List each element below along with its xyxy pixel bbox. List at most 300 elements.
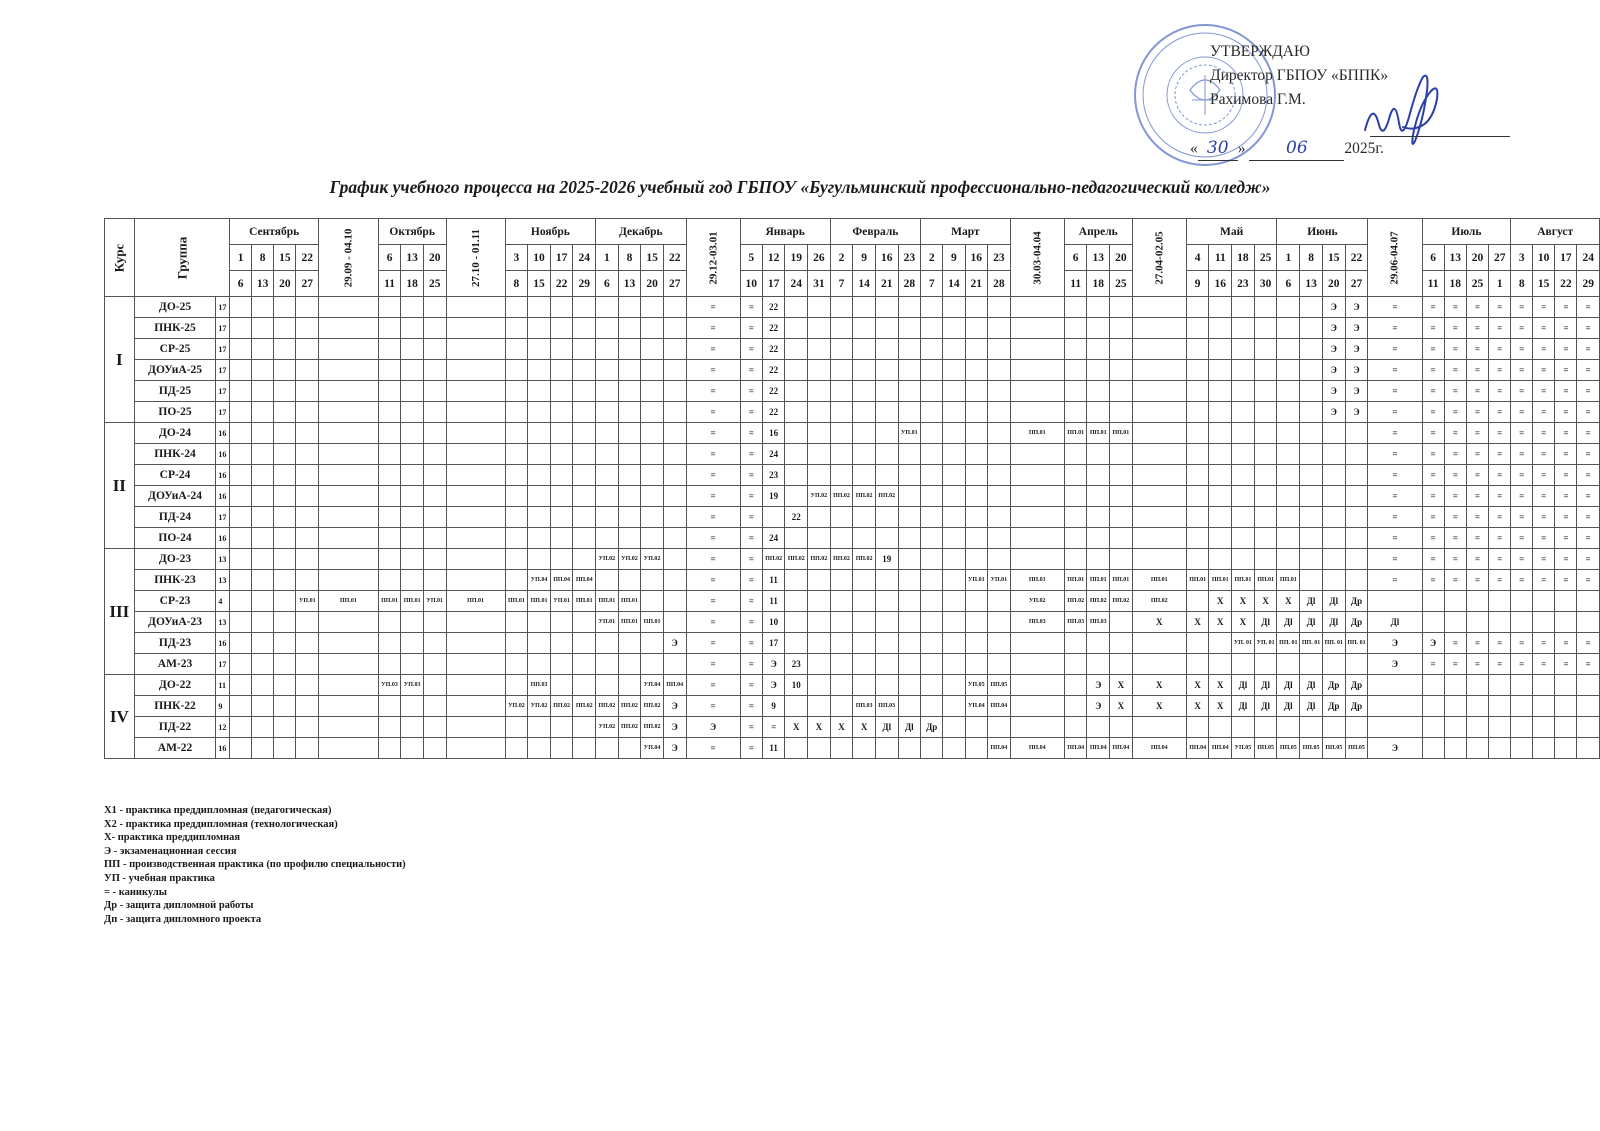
week-start-day: 8: [1300, 245, 1323, 271]
schedule-cell: [1466, 675, 1488, 696]
schedule-cell: =: [1422, 444, 1444, 465]
schedule-cell: [921, 465, 943, 486]
schedule-cell: [230, 696, 252, 717]
schedule-cell: [853, 465, 876, 486]
schedule-cell: [663, 549, 686, 570]
schedule-cell: ПП.01: [618, 612, 641, 633]
schedule-cell: [875, 339, 898, 360]
holiday-period-header: [1010, 219, 1064, 297]
schedule-cell: [853, 528, 876, 549]
schedule-cell: [1466, 612, 1488, 633]
table-row: [105, 402, 1600, 423]
week-end-day: 15: [1533, 271, 1555, 297]
schedule-cell: [1087, 549, 1110, 570]
schedule-cell: ПП.02: [573, 696, 596, 717]
week-end-day: 27: [663, 271, 686, 297]
schedule-cell: УП.02: [618, 549, 641, 570]
schedule-cell: [528, 738, 551, 759]
schedule-cell: =: [1555, 654, 1577, 675]
week-start-day: 15: [641, 245, 664, 271]
schedule-cell: =: [740, 507, 762, 528]
schedule-cell: [296, 570, 319, 591]
week-end-day: 23: [1232, 271, 1255, 297]
schedule-cell: ПП.04: [1132, 738, 1186, 759]
schedule-cell: [1322, 444, 1345, 465]
schedule-cell: Э: [1087, 675, 1110, 696]
schedule-cell: [1132, 654, 1186, 675]
schedule-cell: [808, 528, 831, 549]
schedule-cell: Х: [1110, 696, 1133, 717]
week-start-day: 19: [785, 245, 808, 271]
schedule-cell: [898, 612, 921, 633]
schedule-cell: [898, 675, 921, 696]
schedule-cell: Х: [785, 717, 808, 738]
schedule-cell: [378, 528, 401, 549]
schedule-cell: [921, 318, 943, 339]
schedule-cell: [663, 297, 686, 318]
schedule-cell: [573, 633, 596, 654]
schedule-cell: [943, 654, 965, 675]
schedule-cell: [1345, 444, 1368, 465]
schedule-cell: [618, 444, 641, 465]
schedule-cell: [319, 465, 379, 486]
schedule-cell: =: [686, 738, 740, 759]
schedule-cell: =: [1511, 381, 1533, 402]
schedule-cell: [573, 612, 596, 633]
schedule-cell: [573, 549, 596, 570]
group-name: ПО-24: [134, 528, 216, 549]
schedule-cell: [1254, 402, 1277, 423]
schedule-cell: =: [686, 654, 740, 675]
schedule-cell: [550, 486, 573, 507]
schedule-cell: =: [1511, 570, 1533, 591]
schedule-cell: [1186, 318, 1209, 339]
schedule-cell: УП.01: [898, 423, 921, 444]
week-start-day: 24: [573, 245, 596, 271]
schedule-cell: [423, 528, 446, 549]
schedule-cell: [446, 318, 505, 339]
schedule-cell: [252, 444, 274, 465]
month-header: Июнь: [1277, 219, 1368, 245]
schedule-cell: [573, 738, 596, 759]
schedule-cell: [1110, 528, 1133, 549]
schedule-cell: [943, 717, 965, 738]
holiday-period-header: [1368, 219, 1422, 297]
table-row: [105, 654, 1600, 675]
schedule-cell: =: [740, 423, 762, 444]
week-end-day: 17: [762, 271, 785, 297]
schedule-cell: [1555, 675, 1577, 696]
schedule-cell: Э: [1422, 633, 1444, 654]
schedule-cell: [401, 717, 424, 738]
schedule-cell: [1087, 654, 1110, 675]
week-start-day: 24: [1577, 245, 1600, 271]
schedule-cell: [921, 444, 943, 465]
schedule-cell: [641, 402, 664, 423]
schedule-cell: [378, 318, 401, 339]
schedule-cell: 23: [785, 654, 808, 675]
schedule-cell: [446, 402, 505, 423]
schedule-cell: [1322, 570, 1345, 591]
schedule-cell: =: [686, 423, 740, 444]
schedule-cell: [274, 591, 296, 612]
schedule-cell: [1010, 675, 1064, 696]
schedule-cell: [319, 717, 379, 738]
schedule-cell: [921, 549, 943, 570]
schedule-cell: =: [1466, 444, 1488, 465]
schedule-cell: [252, 423, 274, 444]
schedule-cell: [808, 360, 831, 381]
schedule-cell: ПП.03: [1010, 612, 1064, 633]
schedule-cell: [830, 507, 853, 528]
schedule-cell: [1489, 612, 1511, 633]
schedule-cell: [1209, 465, 1232, 486]
month-header: Август: [1511, 219, 1600, 245]
course-label: I: [105, 297, 135, 423]
group-name: ПД-24: [134, 507, 216, 528]
schedule-cell: УП.04: [641, 738, 664, 759]
week-end-day: 11: [1422, 271, 1444, 297]
schedule-cell: [921, 339, 943, 360]
schedule-cell: [1064, 549, 1087, 570]
schedule-cell: [1186, 654, 1209, 675]
schedule-cell: [423, 612, 446, 633]
schedule-cell: [573, 444, 596, 465]
schedule-cell: [1087, 339, 1110, 360]
schedule-cell: =: [740, 633, 762, 654]
schedule-cell: [965, 612, 988, 633]
schedule-cell: [943, 297, 965, 318]
schedule-cell: ПП.01: [1232, 570, 1255, 591]
schedule-cell: [853, 591, 876, 612]
schedule-cell: [423, 444, 446, 465]
schedule-cell: [943, 549, 965, 570]
schedule-cell: [573, 423, 596, 444]
schedule-cell: [1186, 507, 1209, 528]
week-start-day: 17: [550, 245, 573, 271]
schedule-cell: 22: [762, 360, 785, 381]
week-start-day: 11: [1209, 245, 1232, 271]
schedule-cell: ПП.02: [830, 549, 853, 570]
schedule-cell: [423, 339, 446, 360]
schedule-cell: [943, 696, 965, 717]
schedule-cell: Дl: [1277, 675, 1300, 696]
study-weeks: 17: [216, 402, 230, 423]
schedule-cell: [1064, 633, 1087, 654]
schedule-cell: [505, 738, 528, 759]
schedule-cell: [988, 402, 1011, 423]
schedule-cell: [596, 444, 619, 465]
schedule-cell: [1577, 612, 1600, 633]
schedule-cell: [423, 570, 446, 591]
week-start-day: 13: [401, 245, 424, 271]
schedule-cell: [505, 444, 528, 465]
schedule-cell: =: [1489, 402, 1511, 423]
schedule-cell: [1322, 507, 1345, 528]
schedule-cell: [446, 675, 505, 696]
schedule-cell: Х: [1232, 591, 1255, 612]
schedule-cell: [550, 339, 573, 360]
schedule-cell: [550, 318, 573, 339]
schedule-cell: Др: [1345, 612, 1368, 633]
schedule-cell: [965, 339, 988, 360]
schedule-cell: [785, 633, 808, 654]
schedule-cell: УП.02: [1010, 591, 1064, 612]
schedule-cell: [274, 675, 296, 696]
schedule-cell: [1277, 465, 1300, 486]
schedule-cell: [1010, 633, 1064, 654]
schedule-cell: [230, 717, 252, 738]
week-end-day: 25: [1466, 271, 1488, 297]
schedule-cell: [1300, 654, 1323, 675]
document-title: График учебного процесса на 2025-2026 учебный год ГБПОУ «Бугульминский профессионально-педагогический колледж»: [329, 177, 1271, 197]
group-name: ПО-25: [134, 402, 216, 423]
schedule-cell: [785, 738, 808, 759]
schedule-cell: [875, 318, 898, 339]
schedule-cell: 16: [762, 423, 785, 444]
schedule-cell: [296, 549, 319, 570]
schedule-cell: =: [1555, 465, 1577, 486]
schedule-cell: [1087, 381, 1110, 402]
schedule-cell: [1254, 297, 1277, 318]
schedule-cell: [296, 612, 319, 633]
schedule-cell: [1444, 591, 1466, 612]
schedule-cell: [1087, 402, 1110, 423]
schedule-cell: =: [1533, 444, 1555, 465]
schedule-cell: Э: [1368, 738, 1422, 759]
schedule-cell: [875, 738, 898, 759]
schedule-cell: [785, 423, 808, 444]
schedule-cell: ПП.05: [988, 675, 1011, 696]
schedule-cell: =: [686, 591, 740, 612]
schedule-cell: [550, 402, 573, 423]
month-header: Январь: [740, 219, 830, 245]
schedule-cell: =: [1577, 633, 1600, 654]
schedule-cell: =: [1511, 444, 1533, 465]
schedule-cell: [618, 339, 641, 360]
week-start-day: 23: [898, 245, 921, 271]
schedule-cell: [423, 675, 446, 696]
course-label: II: [105, 423, 135, 549]
schedule-cell: [252, 738, 274, 759]
schedule-cell: [875, 675, 898, 696]
schedule-cell: [1110, 297, 1133, 318]
schedule-cell: [319, 444, 379, 465]
schedule-cell: [988, 717, 1011, 738]
group-name: ДОУиА-23: [134, 612, 216, 633]
schedule-cell: [423, 381, 446, 402]
schedule-cell: [596, 486, 619, 507]
schedule-cell: =: [1511, 633, 1533, 654]
schedule-cell: [875, 444, 898, 465]
schedule-cell: [618, 486, 641, 507]
schedule-cell: Дl: [1232, 696, 1255, 717]
schedule-cell: [965, 591, 988, 612]
schedule-cell: [921, 591, 943, 612]
week-end-day: 22: [1555, 271, 1577, 297]
schedule-cell: [1300, 381, 1323, 402]
schedule-cell: Х: [1209, 591, 1232, 612]
schedule-cell: [1186, 591, 1209, 612]
holiday-period-label: 27.10 - 01.11: [469, 228, 482, 287]
schedule-cell: Э: [663, 696, 686, 717]
schedule-cell: [423, 360, 446, 381]
schedule-cell: [446, 717, 505, 738]
schedule-cell: [1444, 738, 1466, 759]
schedule-cell: [1010, 360, 1064, 381]
schedule-cell: [230, 570, 252, 591]
legend-item: Х2 - практика преддипломная (технологическая): [104, 818, 338, 830]
schedule-cell: =: [1555, 297, 1577, 318]
schedule-cell: [618, 675, 641, 696]
week-start-day: 12: [762, 245, 785, 271]
schedule-cell: Дl: [1300, 696, 1323, 717]
schedule-cell: [663, 612, 686, 633]
schedule-cell: =: [1422, 297, 1444, 318]
study-weeks: 11: [216, 675, 230, 696]
schedule-cell: =: [1533, 570, 1555, 591]
schedule-cell: =: [740, 486, 762, 507]
schedule-cell: [505, 423, 528, 444]
month-header: Май: [1186, 219, 1277, 245]
schedule-cell: [808, 738, 831, 759]
schedule-cell: ПП.03: [1087, 612, 1110, 633]
schedule-cell: [274, 465, 296, 486]
schedule-cell: [898, 381, 921, 402]
schedule-cell: [1209, 360, 1232, 381]
schedule-cell: [1232, 381, 1255, 402]
schedule-cell: [1422, 675, 1444, 696]
schedule-cell: [1577, 717, 1600, 738]
schedule-cell: [943, 402, 965, 423]
schedule-cell: [1132, 486, 1186, 507]
schedule-cell: [965, 717, 988, 738]
month-header: Март: [921, 219, 1011, 245]
schedule-cell: [319, 612, 379, 633]
schedule-cell: Э: [1345, 318, 1368, 339]
schedule-cell: [898, 318, 921, 339]
schedule-cell: [528, 339, 551, 360]
schedule-cell: [641, 318, 664, 339]
schedule-cell: =: [686, 465, 740, 486]
schedule-cell: УП.02: [808, 486, 831, 507]
schedule-cell: [988, 549, 1011, 570]
schedule-cell: [988, 633, 1011, 654]
schedule-cell: =: [740, 654, 762, 675]
schedule-cell: [528, 381, 551, 402]
schedule-cell: Х: [808, 717, 831, 738]
legend-item: УП - учебная практика: [104, 872, 215, 884]
schedule-cell: ПП.01: [618, 591, 641, 612]
schedule-cell: [853, 738, 876, 759]
table-row: [105, 423, 1600, 444]
schedule-cell: Х: [1186, 696, 1209, 717]
schedule-cell: [1087, 717, 1110, 738]
schedule-cell: [1186, 381, 1209, 402]
schedule-cell: [274, 339, 296, 360]
schedule-cell: [1132, 465, 1186, 486]
schedule-cell: [423, 549, 446, 570]
schedule-cell: =: [740, 465, 762, 486]
schedule-cell: [505, 360, 528, 381]
schedule-cell: =: [1555, 423, 1577, 444]
schedule-cell: [446, 423, 505, 444]
schedule-cell: [1422, 738, 1444, 759]
study-weeks: 16: [216, 423, 230, 444]
schedule-cell: [1254, 654, 1277, 675]
schedule-cell: [401, 465, 424, 486]
schedule-cell: [641, 633, 664, 654]
schedule-cell: [274, 654, 296, 675]
schedule-cell: =: [1489, 465, 1511, 486]
schedule-cell: =: [1533, 339, 1555, 360]
schedule-cell: =: [1466, 507, 1488, 528]
schedule-cell: [274, 717, 296, 738]
schedule-cell: [319, 570, 379, 591]
schedule-cell: [1322, 423, 1345, 444]
schedule-cell: [641, 528, 664, 549]
schedule-cell: УП.03: [378, 675, 401, 696]
schedule-cell: ПП.02: [830, 486, 853, 507]
schedule-cell: =: [1511, 528, 1533, 549]
holiday-period-label: 27.04-02.05: [1153, 230, 1166, 285]
schedule-cell: Э: [1345, 339, 1368, 360]
study-weeks: 16: [216, 738, 230, 759]
week-end-day: 6: [596, 271, 619, 297]
week-end-day: 10: [740, 271, 762, 297]
schedule-cell: =: [686, 297, 740, 318]
schedule-cell: [785, 612, 808, 633]
week-end-day: 20: [641, 271, 664, 297]
schedule-cell: [1300, 297, 1323, 318]
week-start-day: 6: [1422, 245, 1444, 271]
schedule-cell: [1232, 339, 1255, 360]
schedule-cell: 9: [762, 696, 785, 717]
schedule-cell: =: [1422, 654, 1444, 675]
schedule-cell: [252, 675, 274, 696]
schedule-cell: [1300, 528, 1323, 549]
schedule-cell: Дl: [1254, 696, 1277, 717]
schedule-cell: =: [740, 318, 762, 339]
schedule-cell: =: [1533, 360, 1555, 381]
schedule-cell: [1254, 444, 1277, 465]
schedule-cell: [898, 549, 921, 570]
schedule-cell: [641, 360, 664, 381]
schedule-cell: [1466, 696, 1488, 717]
schedule-cell: [1511, 591, 1533, 612]
schedule-cell: [528, 549, 551, 570]
study-weeks: 16: [216, 444, 230, 465]
schedule-cell: [921, 402, 943, 423]
schedule-cell: [988, 654, 1011, 675]
schedule-cell: УП.01: [296, 591, 319, 612]
schedule-cell: [252, 465, 274, 486]
schedule-cell: [898, 486, 921, 507]
schedule-cell: =: [1422, 549, 1444, 570]
schedule-cell: [252, 549, 274, 570]
schedule-cell: ПП.02: [875, 486, 898, 507]
week-start-day: 22: [296, 245, 319, 271]
schedule-cell: [965, 528, 988, 549]
schedule-cell: [988, 339, 1011, 360]
schedule-cell: [252, 570, 274, 591]
study-weeks: 4: [216, 591, 230, 612]
schedule-cell: =: [1577, 423, 1600, 444]
schedule-cell: [641, 507, 664, 528]
study-weeks: 17: [216, 381, 230, 402]
schedule-cell: =: [686, 549, 740, 570]
week-start-day: 1: [596, 245, 619, 271]
